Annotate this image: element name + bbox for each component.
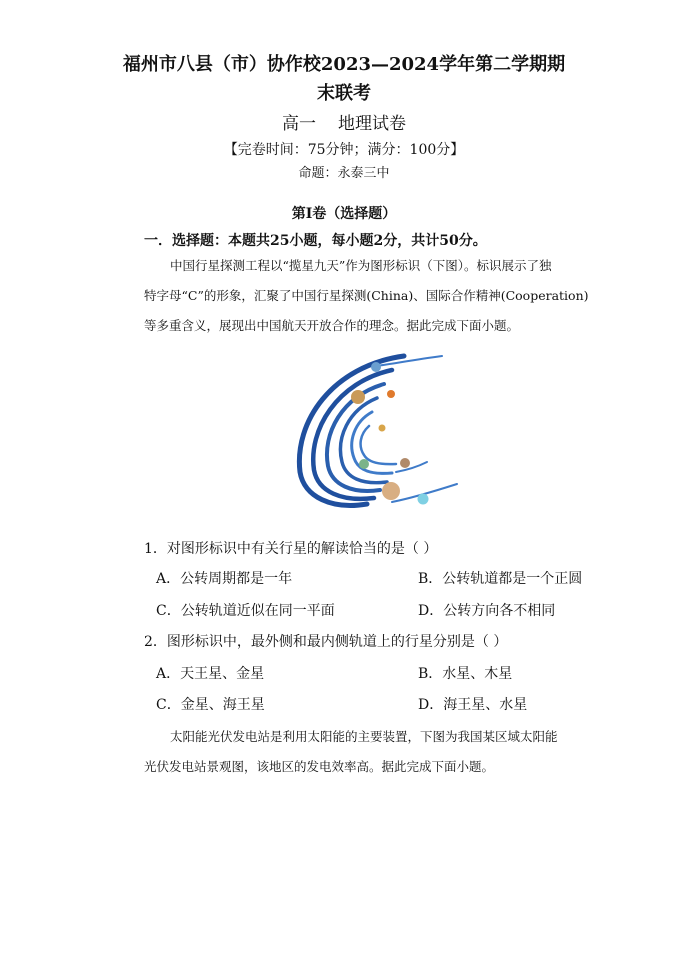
- grade-label: 高一: [282, 114, 316, 134]
- passage-1-line: 等多重含义，展现出中国航天开放合作的理念。据此完成下面小题。: [144, 318, 520, 333]
- passage-2-line: 光伏发电站景观图，该地区的发电效率高。据此完成下面小题。: [144, 759, 495, 774]
- passage-2: [144, 722, 614, 782]
- planet-mars: [387, 390, 395, 398]
- question-2-option-a[interactable]: A．天王星、金星: [156, 666, 265, 682]
- planet-venus: [379, 425, 386, 432]
- question-1-option-c[interactable]: C．公转轨道近似在同一平面: [156, 603, 335, 619]
- exam-title-line1: 福州市八县（市）协作校2023—2024学年第二学期期: [122, 54, 566, 75]
- orbit-arc: [361, 426, 396, 464]
- question-2-option-d[interactable]: D．海王星、水星: [418, 697, 528, 713]
- exam-info: 【完卷时间：75分钟；满分：100分】: [223, 142, 465, 158]
- part-heading: 第Ⅰ卷（选择题）: [291, 206, 397, 222]
- passage-2-line: 太阳能光伏发电站是利用太阳能的主要装置，下图为我国某区域太阳能: [170, 729, 558, 744]
- exam-title-line2: 末联考: [317, 83, 371, 104]
- question-2-stem: 2．图形标识中，最外侧和最内侧轨道上的行星分别是（ ）: [144, 634, 508, 650]
- passage-1-line: 特字母“C”的形象，汇聚了中国行星探测(China)、国际合作精神(Cooperation): [144, 288, 589, 303]
- question-1-stem: 1．对图形标识中有关行星的解读恰当的是（ ）: [144, 541, 438, 557]
- passage-1-line: 中国行星探测工程以“揽星九天”作为图形标识（下图）。标识展示了独: [170, 258, 552, 273]
- planet-jupiter: [382, 482, 400, 500]
- planet-saturn: [351, 390, 365, 404]
- subject-label: 地理试卷: [338, 114, 406, 134]
- passage-1: [144, 251, 614, 341]
- planet-earth: [359, 459, 369, 469]
- question-2-option-c[interactable]: C．金星、海王星: [156, 697, 265, 713]
- planet-uranus: [418, 494, 429, 505]
- question-2-option-b[interactable]: B．水星、木星: [418, 666, 513, 682]
- question-1-option-d[interactable]: D．公转方向各不相同: [418, 603, 556, 619]
- question-1-option-a[interactable]: A．公转周期都是一年: [156, 571, 293, 587]
- planet-neptune: [371, 362, 381, 372]
- exam-subtitle: [0, 109, 688, 134]
- planet-mercury: [400, 458, 410, 468]
- planet-exploration-logo-figure: [292, 352, 472, 512]
- section-heading: 一．选择题：本题共25小题，每小题2分，共计50分。: [144, 233, 487, 249]
- exam-author: 命题：永泰三中: [298, 166, 390, 181]
- question-1-option-b[interactable]: B．公转轨道都是一个正圆: [418, 571, 583, 587]
